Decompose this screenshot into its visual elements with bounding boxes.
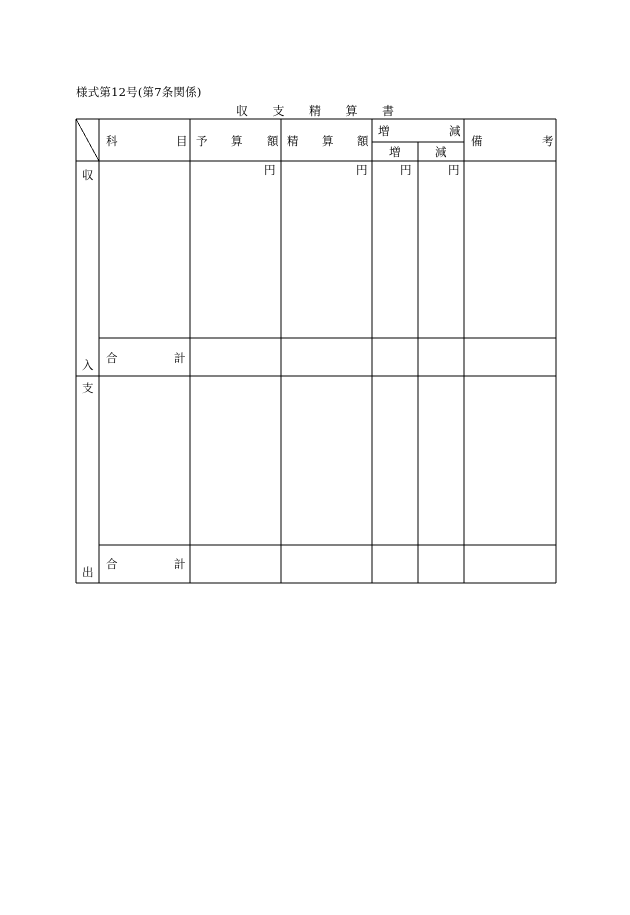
unit-label-budget: 円	[264, 163, 276, 177]
title-char: 書	[381, 104, 394, 118]
header-item-char: 目	[176, 134, 188, 148]
header-change-char: 増	[378, 124, 390, 138]
title-char: 収	[236, 104, 249, 118]
expense-side-char: 出	[82, 565, 94, 579]
expense-total-label-char: 計	[174, 557, 186, 571]
header-settlement-char: 精	[287, 134, 299, 148]
income-total-label-char: 計	[174, 351, 186, 365]
header-decrease: 減	[435, 145, 447, 159]
income-side-char: 収	[82, 168, 94, 182]
header-corner-diagonal	[76, 119, 99, 161]
header-budget-char: 予	[196, 134, 208, 148]
income-side-char: 入	[82, 358, 94, 372]
settlement-table-grid	[76, 119, 557, 584]
document-title	[236, 102, 394, 119]
header-remarks-char: 備	[471, 134, 483, 148]
expense-total-label-char: 合	[106, 557, 118, 571]
unit-label-decrease: 円	[448, 163, 460, 177]
header-change-char: 減	[449, 124, 461, 138]
title-char: 精	[308, 104, 321, 118]
title-char: 算	[345, 104, 358, 118]
header-item-char: 科	[106, 134, 118, 148]
form-number-label: 様式第12号(第7条関係)	[76, 85, 202, 99]
settlement-table	[76, 119, 557, 584]
unit-label-increase: 円	[400, 163, 412, 177]
expense-side-char: 支	[82, 381, 94, 395]
header-remarks-char: 考	[542, 134, 554, 148]
header-settlement-char: 額	[357, 134, 369, 148]
header-budget-char: 額	[267, 134, 279, 148]
unit-label-settlement: 円	[356, 163, 368, 177]
header-settlement-char: 算	[322, 134, 334, 148]
income-total-label-char: 合	[106, 351, 118, 365]
title-char: 支	[272, 104, 285, 118]
header-budget-char: 算	[231, 134, 243, 148]
header-increase: 増	[389, 145, 401, 159]
